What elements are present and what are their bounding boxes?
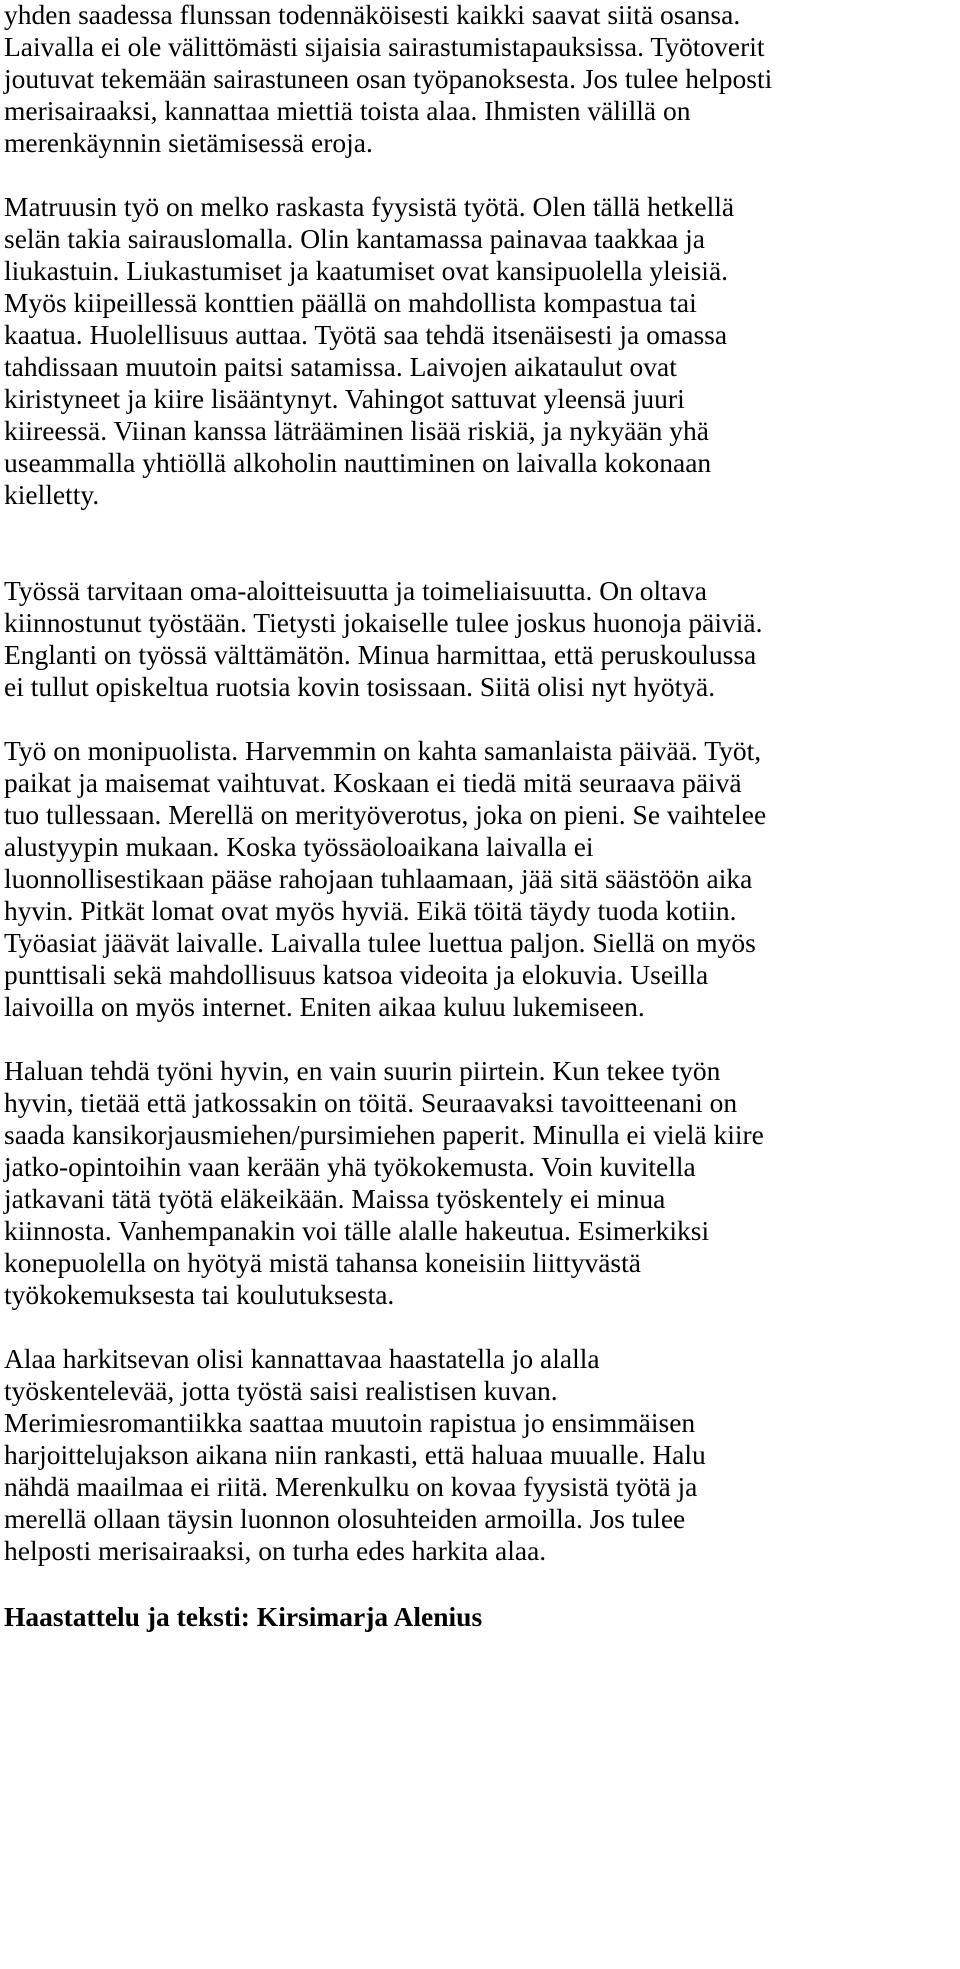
text-line: Työssä tarvitaan oma-aloitteisuutta ja toimeliaisuutta. On oltava [4,575,707,606]
byline: Haastattelu ja teksti: Kirsimarja Alenius [4,1601,483,1632]
text-line: Työ on monipuolista. Harvemmin on kahta samanlaista päivää. Työt, [4,735,762,766]
text-line: merellä ollaan täysin luonnon olosuhteiden armoilla. Jos tulee [4,1503,686,1534]
text-line: Alaa harkitsevan olisi kannattavaa haastatella jo alalla [4,1343,600,1374]
text-line: kiinnostunut työstään. Tietysti jokaiselle tulee joskus huonoja päiviä. [4,607,763,638]
text-line: Merimiesromantiikka saattaa muutoin rapistua jo ensimmäisen [4,1407,696,1438]
text-line: kiinnosta. Vanhempanakin voi tälle alalle hakeutua. Esimerkiksi [4,1215,710,1246]
text-line: paikat ja maisemat vaihtuvat. Koskaan ei tiedä mitä seuraava päivä [4,767,742,798]
text-line: merenkäynnin sietämisessä eroja. [4,127,373,158]
text-line: punttisali sekä mahdollisuus katsoa videoita ja elokuvia. Useilla [4,959,709,990]
text-line: laivoilla on myös internet. Eniten aikaa kuluu lukemiseen. [4,991,645,1022]
text-line: työkokemuksesta tai koulutuksesta. [4,1279,395,1310]
text-line: nähdä maailmaa ei riitä. Merenkulku on kovaa fyysistä työtä ja [4,1471,698,1502]
text-line: Matruusin työ on melko raskasta fyysistä työtä. Olen tällä hetkellä [4,191,735,222]
text-line: kiristyneet ja kiire lisääntynyt. Vahingot sattuvat yleensä juuri [4,383,685,414]
text-line: alustyypin mukaan. Koska työssäoloaikana laivalla ei [4,831,594,862]
text-line: yhden saadessa flunssan todennäköisesti kaikki saavat siitä osansa. [4,0,741,30]
text-line: harjoittelujakson aikana niin rankasti, että haluaa muualle. Halu [4,1439,706,1470]
text-line: useammalla yhtiöllä alkoholin nauttiminen on laivalla kokonaan [4,447,712,478]
text-line: Työasiat jäävät laivalle. Laivalla tulee luettua paljon. Siellä on myös [4,927,756,958]
text-line: Myös kiipeillessä konttien päällä on mahdollista kompastua tai [4,287,697,318]
text-line: hyvin. Pitkät lomat ovat myös hyviä. Eikä töitä täydy tuoda kotiin. [4,895,737,926]
text-line: Englanti on työssä välttämätön. Minua harmittaa, että peruskoulussa [4,639,757,670]
text-line: kiireessä. Viinan kanssa läträäminen lisää riskiä, ja nykyään yhä [4,415,709,446]
text-line: tuo tullessaan. Merellä on merityöverotus, joka on pieni. Se vaihtelee [4,799,767,830]
text-line: selän takia sairauslomalla. Olin kantamassa painavaa taakkaa ja [4,223,705,254]
text-line: konepuolella on hyötyä mistä tahansa koneisiin liittyvästä [4,1247,641,1278]
text-line: Laivalla ei ole välittömästi sijaisia sairastumistapauksissa. Työtoverit [4,31,765,62]
text-line: hyvin, tietää että jatkossakin on töitä. Seuraavaksi tavoitteenani on [4,1087,738,1118]
text-line: kielletty. [4,479,100,510]
text-line: jatkavani tätä työtä eläkeikään. Maissa työskentely ei minua [4,1183,666,1214]
text-line: kaatua. Huolellisuus auttaa. Työtä saa tehdä itsenäisesti ja omassa [4,319,728,350]
text-line: työskentelevää, jotta työstä saisi realistisen kuvan. [4,1375,558,1406]
text-line: helposti merisairaaksi, on turha edes harkita alaa. [4,1535,547,1566]
text-line: jatko-opintoihin vaan kerään yhä työkokemusta. Voin kuvitella [4,1151,696,1182]
text-line: ei tullut opiskeltua ruotsia kovin tosissaan. Siitä olisi nyt hyötyä. [4,671,716,702]
text-line: luonnollisestikaan pääse rahojaan tuhlaamaan, jää sitä säästöön aika [4,863,753,894]
text-line: tahdissaan muutoin paitsi satamissa. Laivojen aikataulut ovat [4,351,677,382]
text-line: saada kansikorjausmiehen/pursimiehen paperit. Minulla ei vielä kiire [4,1119,764,1150]
text-line: liukastuin. Liukastumiset ja kaatumiset ovat kansipuolella yleisiä. [4,255,729,286]
text-line: merisairaaksi, kannattaa miettiä toista alaa. Ihmisten välillä on [4,95,691,126]
text-line: Haluan tehdä työni hyvin, en vain suurin piirtein. Kun tekee työn [4,1055,721,1086]
text-line: joutuvat tekemään sairastuneen osan työpanoksesta. Jos tulee helposti [4,63,773,94]
